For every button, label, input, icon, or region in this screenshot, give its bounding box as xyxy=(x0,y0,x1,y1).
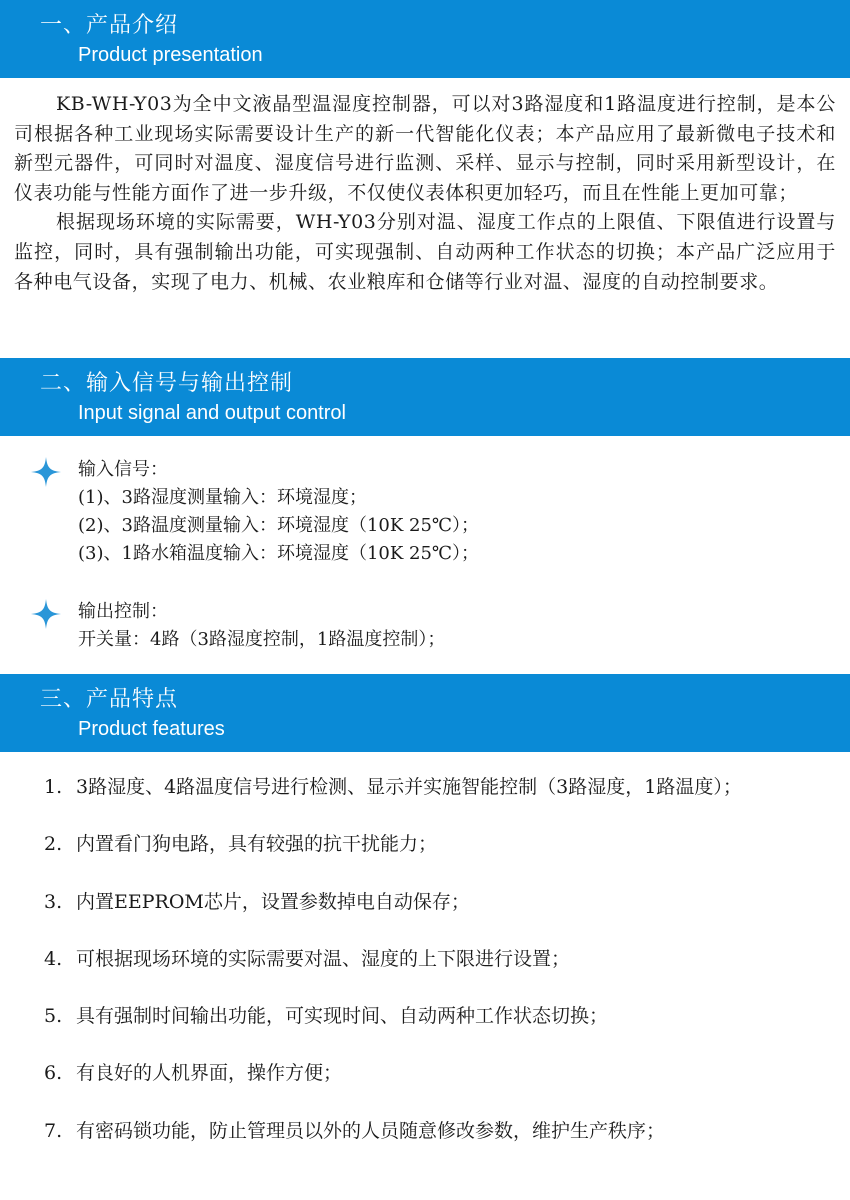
feature-text: 有良好的人机界面，操作方便； xyxy=(76,1062,343,1085)
input-signal-line-2: (2)、3路温度测量输入：环境湿度（10K 25℃）； xyxy=(78,515,480,536)
section-title-en: Input signal and output control xyxy=(78,402,346,424)
section-header-intro xyxy=(0,0,850,78)
section-title-cn: 三、产品特点 xyxy=(40,687,179,712)
feature-item xyxy=(44,827,844,884)
feature-number: 4. xyxy=(44,947,63,970)
feature-text: 内置看门狗电路，具有较强的抗干扰能力； xyxy=(76,833,438,856)
feature-list xyxy=(44,770,844,1171)
feature-item xyxy=(44,770,844,827)
feature-number: 7. xyxy=(44,1119,63,1142)
intro-text xyxy=(14,90,836,297)
four-point-star-icon xyxy=(30,456,62,488)
feature-item xyxy=(44,1114,844,1171)
feature-text: 具有强制时间输出功能，可实现时间、自动两种工作状态切换； xyxy=(76,1005,609,1028)
section-header-io xyxy=(0,358,850,436)
input-signal-title: 输入信号： xyxy=(78,459,168,480)
intro-paragraph-1: KB-WH-Y03为全中文液晶型温湿度控制器，可以对3路湿度和1路温度进行控制，是本公司根据各种工业现场实际需要设计生产的新一代智能化仪表；本产品应用了最新微电子技术和新型元器件，可同时对温度、湿度信号进行监测、采样、显示与控制，同时采用新型设计，在仪表功能与性能方面作了进一步升级，不仅使仪表体积更加轻巧，而且在性能上更加可靠； xyxy=(14,93,836,204)
feature-number: 6. xyxy=(44,1062,63,1085)
section-title-cn: 一、产品介绍 xyxy=(40,13,179,38)
section-title-en: Product presentation xyxy=(78,44,263,66)
output-control-line-1: 开关量：4路（3路湿度控制，1路温度控制）； xyxy=(78,629,446,650)
section-header-features xyxy=(0,674,850,752)
feature-number: 1. xyxy=(44,776,63,798)
feature-text: 有密码锁功能，防止管理员以外的人员随意修改参数，维护生产秩序； xyxy=(76,1119,666,1142)
feature-number: 5. xyxy=(44,1005,63,1028)
feature-text: 可根据现场环境的实际需要对温、湿度的上下限进行设置； xyxy=(76,947,571,970)
feature-number: 2. xyxy=(44,833,63,856)
output-control-title: 输出控制： xyxy=(78,601,168,622)
feature-item xyxy=(44,1056,844,1113)
section-title-en: Product features xyxy=(78,718,225,740)
feature-number: 3. xyxy=(44,890,63,913)
feature-text: 3路湿度、4路温度信号进行检测、显示并实施智能控制（3路湿度，1路温度）； xyxy=(76,776,742,798)
feature-item xyxy=(44,999,844,1056)
feature-item xyxy=(44,942,844,999)
feature-item xyxy=(44,885,844,942)
input-signal-line-1: (1)、3路湿度测量输入：环境湿度； xyxy=(78,487,367,508)
feature-text: 内置EEPROM芯片，设置参数掉电自动保存； xyxy=(76,890,470,913)
input-signal-line-3: (3)、1路水箱温度输入：环境湿度（10K 25℃）； xyxy=(78,543,480,564)
four-point-star-icon xyxy=(30,598,62,630)
intro-paragraph-2: 根据现场环境的实际需要，WH-Y03分别对温、湿度工作点的上限值、下限值进行设置与监控，同时，具有强制输出功能，可实现强制、自动两种工作状态的切换；本产品广泛应用于各种电气设备，实现了电力、机械、农业粮库和仓储等行业对温、湿度的自动控制要求。 xyxy=(14,211,836,293)
section-title-cn: 二、输入信号与输出控制 xyxy=(40,371,294,396)
